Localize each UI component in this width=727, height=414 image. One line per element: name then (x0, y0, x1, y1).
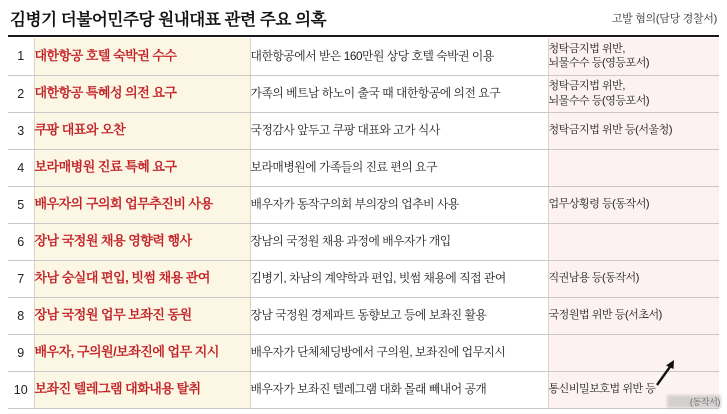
row-charge-line1: 통신비밀보호법 위반 등 (548, 383, 656, 396)
row-charge-line1: 청탁금지법 위반, (548, 42, 625, 55)
row-title: 쿠팡 대표와 오찬 (34, 112, 250, 149)
table-row (8, 112, 719, 149)
row-description: 대한항공에서 받은 160만원 상당 호텔 숙박권 이용 (250, 38, 548, 75)
table-row (8, 223, 719, 260)
row-charge (548, 112, 719, 149)
row-title: 장남 국정원 업무 보좌진 동원 (34, 297, 250, 334)
row-description: 가족의 베트남 하노이 출국 때 대한항공에 의전 요구 (250, 75, 548, 112)
table-row (8, 260, 719, 297)
table-row (8, 334, 719, 371)
row-number: 3 (8, 112, 34, 149)
row-title: 차남 숭실대 편입, 빗썸 채용 관여 (34, 260, 250, 297)
row-charge-line1: 직권남용 등(동작서) (548, 272, 639, 285)
row-charge (548, 75, 719, 112)
row-description: 김병기, 차남의 계약학과 편입, 빗썸 채용에 직접 관여 (250, 260, 548, 297)
row-description: 보라매병원에 가족들의 진료 편의 요구 (250, 149, 548, 186)
table-row (8, 371, 719, 408)
row-charge (548, 223, 719, 260)
allegations-table (8, 38, 719, 409)
table-row (8, 149, 719, 186)
row-title: 보좌진 텔레그램 대화내용 탈취 (34, 371, 250, 408)
title-divider (8, 35, 719, 37)
row-charge-line1: 청탁금지법 위반, (548, 80, 625, 93)
charge-column-note: 고발 혐의(담당 경찰서) (611, 13, 717, 25)
row-description: 장남의 국정원 채용 과정에 배우자가 개입 (250, 223, 548, 260)
row-charge-line1: 업무상횡령 등(동작서) (548, 198, 650, 211)
row-charge-line2: 뇌물수수 등(영등포서) (548, 94, 650, 107)
row-charge-line1: 국정원법 위반 등(서초서) (548, 309, 662, 322)
row-charge (548, 334, 719, 371)
row-number: 9 (8, 334, 34, 371)
row-description: 배우자가 보좌진 텔레그램 대화 몰래 빼내어 공개 (250, 371, 548, 408)
table-row (8, 75, 719, 112)
redacted-label-text: (동작서) (689, 397, 720, 407)
row-number: 8 (8, 297, 34, 334)
row-charge (548, 297, 719, 334)
row-number: 4 (8, 149, 34, 186)
row-charge (548, 38, 719, 75)
table-row (8, 297, 719, 334)
row-title: 보라매병원 진료 특혜 요구 (34, 149, 250, 186)
row-number: 5 (8, 186, 34, 223)
row-description: 국정감사 앞두고 쿠팡 대표와 고가 식사 (250, 112, 548, 149)
row-number: 7 (8, 260, 34, 297)
row-charge (548, 149, 719, 186)
row-charge (548, 260, 719, 297)
row-number: 1 (8, 38, 34, 75)
row-description: 배우자가 단체체딩방에서 구의원, 보좌진에 업무지시 (250, 334, 548, 371)
row-number: 2 (8, 75, 34, 112)
row-title: 장남 국정원 채용 영향력 행사 (34, 223, 250, 260)
row-description: 장남 국정원 경제파트 동향보고 등에 보좌진 활용 (250, 297, 548, 334)
row-title: 대한항공 호텔 숙박권 수수 (34, 38, 250, 75)
page-title: 김병기 더불어민주당 원내대표 관련 주요 의혹 (10, 11, 327, 29)
row-charge (548, 186, 719, 223)
row-number: 10 (8, 371, 34, 408)
row-number: 6 (8, 223, 34, 260)
row-charge-line1: 청탁금지법 위반 등(서울청) (548, 124, 673, 137)
row-title: 배우자의 구의회 업무추진비 사용 (34, 186, 250, 223)
row-title: 배우자, 구의원/보좌진에 업무 지시 (34, 334, 250, 371)
table-row (8, 186, 719, 223)
row-title: 대한항공 특혜성 의전 요구 (34, 75, 250, 112)
table-row (8, 38, 719, 75)
row-description: 배우자가 동작구의회 부의장의 업추비 사용 (250, 186, 548, 223)
row-charge-line2: 뇌물수수 등(영등포서) (548, 57, 650, 70)
